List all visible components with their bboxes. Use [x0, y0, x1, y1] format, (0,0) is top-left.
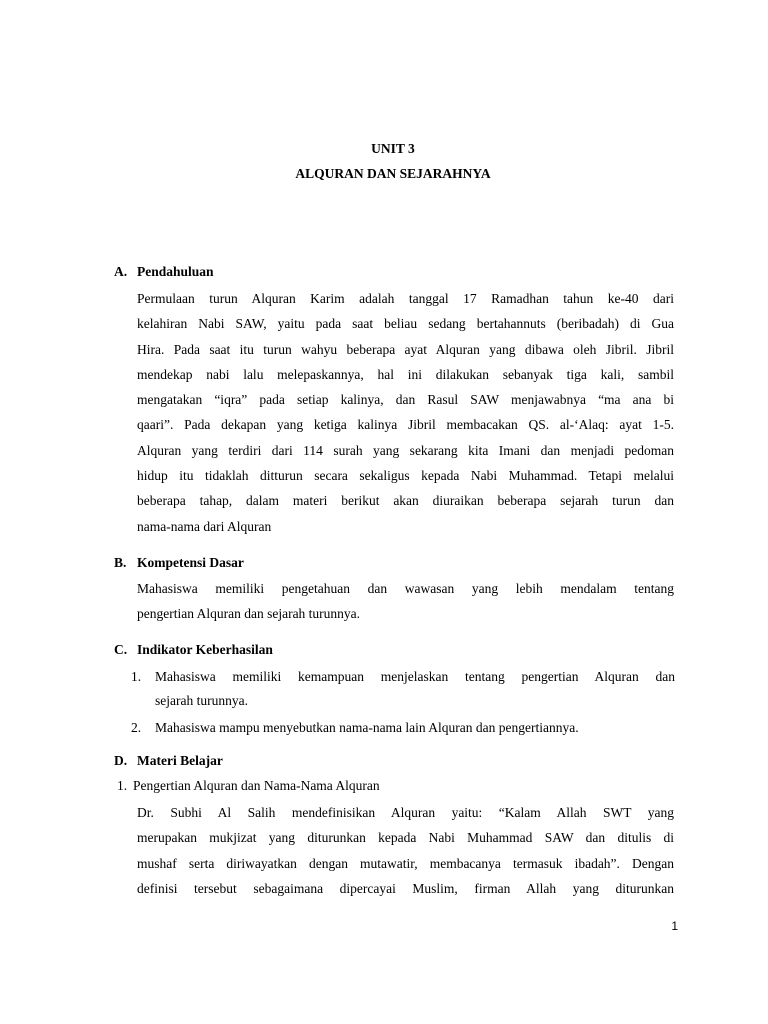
section-d-heading — [114, 753, 223, 769]
section-c-title: Indikator Keberhasilan — [137, 642, 273, 657]
section-c-letter: C. — [114, 642, 128, 657]
section-b-heading — [114, 555, 244, 571]
section-c-heading — [114, 642, 273, 658]
section-a-paragraph — [137, 286, 674, 539]
paragraph-line: definisi tersebut sebagaimana dipercayai Muslim, firman Allah yang diturunkan — [137, 880, 674, 896]
subsection-title: Pengertian Alquran dan Nama-Nama Alquran — [133, 778, 380, 793]
paragraph-line: mushaf serta diriwayatkan dengan mutawatir, membacanya termasuk ibadah”. Dengan — [137, 855, 674, 871]
paragraph-line: Permulaan turun Alquran Karim adalah tanggal 17 Ramadhan tahun ke-40 dari — [137, 291, 674, 306]
subsection-number: 1. — [117, 778, 128, 793]
section-b-letter: B. — [114, 555, 127, 570]
unit-title: UNIT 3 — [371, 141, 415, 156]
paragraph-line: kelahiran Nabi SAW, yaitu pada saat beliau sedang bertahannuts (beribadah) di Gua — [137, 316, 674, 332]
paragraph-line: pengertian Alquran dan sejarah turunnya. — [137, 606, 361, 622]
list-line: Mahasiswa memiliki kemampuan menjelaskan tentang pengertian Alquran dan — [155, 669, 675, 684]
paragraph-line: hidup itu tidaklah ditturun secara sekaligus kepada Nabi Muhammad. Tetapi melalui — [137, 468, 674, 484]
paragraph-line: Mahasiswa memiliki pengetahuan dan wawasan yang lebih mendalam tentang — [137, 581, 674, 596]
section-a-heading — [114, 264, 214, 280]
paragraph-line: qaari”. Pada dekapan yang ketiga kalinya Jibril membacakan QS. al-‘Alaq: ayat 1-5. — [137, 417, 674, 433]
section-b-paragraph — [137, 576, 674, 627]
paragraph-line: Hira. Pada saat itu turun wahyu beberapa ayat Alquran yang dibawa oleh Jibril. Jibril — [137, 341, 674, 357]
list-text — [155, 665, 675, 713]
list-text — [155, 716, 675, 740]
list-number: 2. — [131, 720, 142, 735]
list-line: Mahasiswa mampu menyebutkan nama-nama lain Alquran dan pengertiannya. — [155, 720, 579, 735]
section-a-title: Pendahuluan — [137, 264, 214, 279]
paragraph-line: nama-nama dari Alquran — [137, 518, 272, 534]
paragraph-line: merupakan mukjizat yang diturunkan kepada Nabi Muhammad SAW dan ditulis di — [137, 830, 674, 846]
paragraph-line: mengatakan “iqra” pada setiap kalinya, dan Rasul SAW menjawabnya “ma ana bi — [137, 392, 674, 408]
list-number: 1. — [131, 669, 142, 684]
paragraph-line: Dr. Subhi Al Salih mendefinisikan Alquran yaitu: “Kalam Allah SWT yang — [137, 805, 674, 820]
subsection-heading — [117, 778, 380, 794]
section-d-paragraph — [137, 800, 674, 901]
section-b-title: Kompetensi Dasar — [137, 555, 244, 570]
paragraph-line: Alquran yang terdiri dari 114 surah yang sekarang kita Imani dan menjadi pedoman — [137, 442, 674, 458]
page-number: 1 — [671, 919, 678, 933]
section-d-title: Materi Belajar — [137, 753, 223, 768]
paragraph-line: beberapa tahap, dalam materi berikut akan diuraikan beberapa sejarah turun dan — [137, 493, 674, 509]
list-line: sejarah turunnya. — [155, 693, 248, 708]
section-a-letter: A. — [114, 264, 128, 279]
section-d-letter: D. — [114, 753, 128, 768]
chapter-title: ALQURAN DAN SEJARAHNYA — [295, 166, 491, 181]
paragraph-line: mendekap nabi lalu melepaskannya, hal ini dilakukan sebanyak tiga kali, sambil — [137, 366, 674, 382]
